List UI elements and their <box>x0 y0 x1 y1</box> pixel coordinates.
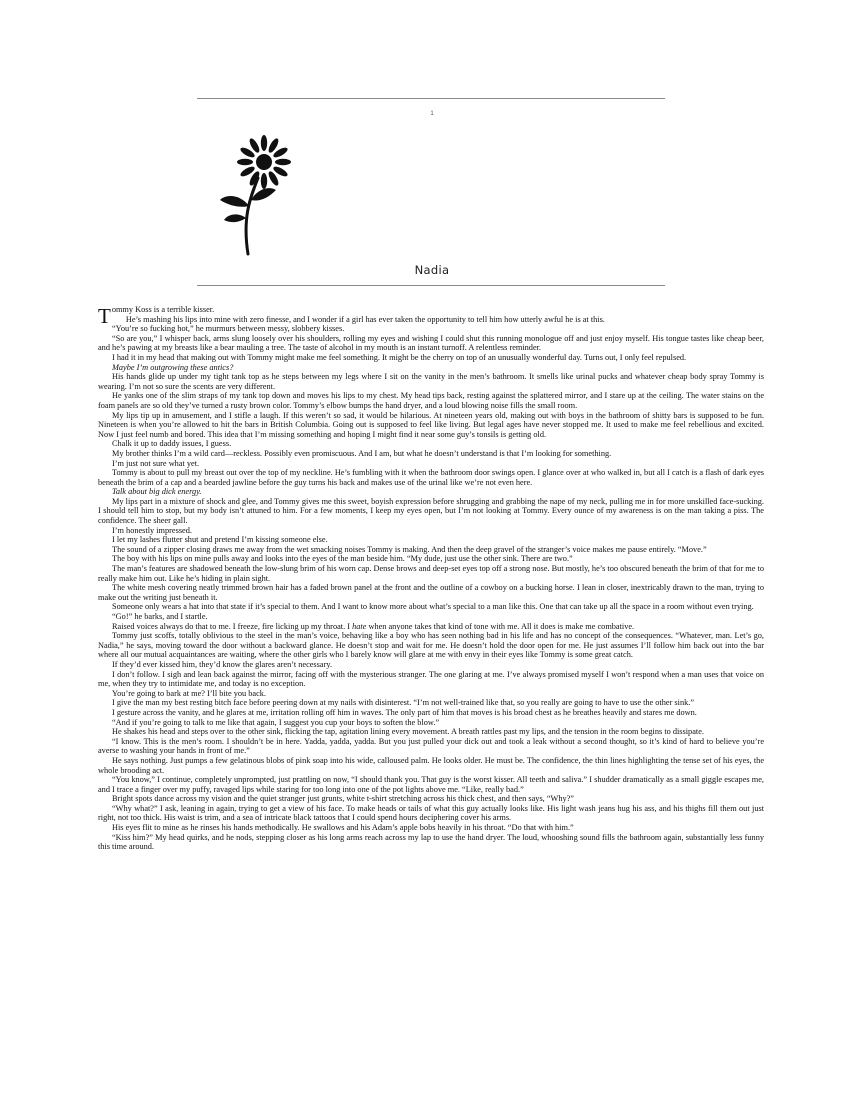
opening-line: ommy Koss is a terrible kisser. <box>111 305 215 314</box>
paragraph: You’re going to bark at me? I’ll bite you back. <box>112 688 266 698</box>
paragraph: I don’t follow. I sigh and lean back against the mirror, facing off with the mysterious stranger. The one glaring at me. I’ve always promised myself I won’t respond when a man uses that voice on me, when they try to intimidate me, and today is no exception. <box>98 669 764 689</box>
opening-line-2: He’s mashing his lips into mine with zero finesse, and I wonder if a girl has ever taken the opportunity to tell him how utterly awful he is at this. <box>125 314 605 324</box>
paragraph: “I know. This is the men’s room. I shouldn’t be in here. Yadda, yadda, yadda. But you just pulled your dick out and took a leak without a second thought, so it’s kind of hard to believe you’re averse to washing your hands in front of me.” <box>98 736 764 756</box>
paragraph: My lips tip up in amusement, and I stifle a laugh. If this weren’t so sad, it would be hilarious. At nineteen years old, making out with boys in the bathroom of shitty bars is supposed to be fun. Nineteen is when you’re allowed to hit the bars in British Columbia. Going out is supposed to feel like living. But legal ages have never stopped me. It used to make me feel rebellious and excited. Now I just feel numb and bored. This idea that I’m missing something and hoping I might find it near some guy’s tonsils is getting old. <box>98 410 764 439</box>
chapter-title: Nadia <box>414 263 450 277</box>
paragraph: He shakes his head and steps over to the other sink, flicking the tap, agitation lining every movement. A breath rattles past my lips, and the tension in the room begins to dissipate. <box>112 727 704 737</box>
paragraph: I’m just not sure what yet. <box>112 458 200 468</box>
paragraph: He says nothing. Just pumps a few gelatinous blobs of pink soap into his wide, calloused palm. He looks older. He must be. The confidence, the thin lines highlighting the tense set of his eyes, the whole brooding act. <box>98 755 764 775</box>
paragraph: Tommy just scoffs, totally oblivious to the steel in the man’s voice, behaving like a boy who has seen nothing bad in his life and has no concept of the consequences. “Whatever, man. Let’s go, Nadia,” he says, moving toward the door without a backward glance. He doesn’t stop and wait for me. He doesn’t hold the door open for me. He just assumes I’ll follow him back out into the bar where all our mutual acquaintances are waiting, where the other girls who I barely know will glare at me with envy in their eyes like Tommy is some great catch. <box>98 631 764 660</box>
title-rule <box>197 285 665 286</box>
paragraph: I had it in my head that making out with Tommy might make me feel something. It might be the cherry on top of an unusually wonderful day. Turns out, I only feel repulsed. <box>112 352 687 362</box>
paragraph: My lips part in a mixture of shock and glee, and Tommy gives me this sweet, boyish expression before shrugging and grabbing the nape of my neck, pulling me in for more unskilled face-sucking. I should tell him to stop, but my body isn’t attuned to him. For a few moments, I keep my eyes open, but I’m not looking at Tommy. Every ounce of my awareness is on the man taking a piss. The confidence. The sheer gall. <box>98 496 764 526</box>
paragraph: The man’s features are shadowed beneath the low-slung brim of his worn cap. Dense brows and deep-set eyes top off a strong nose. But mostly, he’s too obscured beneath the brim of that for me to really make him out. Like he’s hiding in plain sight. <box>98 564 764 583</box>
paragraph: “And if you’re going to talk to me like that again, I suggest you cup your boys to soften the blow.” <box>112 717 440 727</box>
paragraph: The boy with his lips on mine pulls away and looks into the eyes of the man beside him. “My dude, just use the other sink. There are two.” <box>112 554 573 564</box>
paragraph: Raised voices always do that to me. I freeze, fire licking up my throat. I hate when anyone takes that kind of tone with me. All it does is make me combative. <box>112 621 635 631</box>
paragraph: “Go!” he barks, and I startle. <box>112 612 208 621</box>
paragraph: I let my lashes flutter shut and pretend I’m kissing someone else. <box>112 535 328 545</box>
page-number: 1 <box>430 111 434 117</box>
flower-icon <box>218 134 298 256</box>
paragraph: “You know,” I continue, completely unprompted, just prattling on now, “I should thank you. That guy is the worst kisser. All teeth and saliva.” I shudder dramatically as a small giggle escapes me, and I trace a finger over my puffy, ravaged lips while staring for too long into one of the pot lights above me. “Like, really bad.” <box>98 775 764 794</box>
paragraph: I’m honestly impressed. <box>112 525 192 535</box>
paragraph: I give the man my best resting bitch face before peering down at my nails with disinterest. “I’m not well-trained like that, so you really are going to have to use the other sink.” <box>112 698 694 708</box>
header-rule <box>197 98 665 99</box>
paragraph: Chalk it up to daddy issues, I guess. <box>112 439 232 449</box>
paragraph: His hands glide up under my tight tank top as he steps between my legs where I sit on the vanity in the men’s bathroom. It smells like urinal pucks and whatever cheap body spray Tommy is wearing. I’m not so sure the scents are very different. <box>98 372 764 391</box>
paragraph: My brother thinks I’m a wild card—reckless. Possibly even promiscuous. And I am, but what he doesn’t understand is that I’m looking for something. <box>112 448 612 458</box>
paragraph: If they’d ever kissed him, they’d know the glares aren’t necessary. <box>112 659 333 669</box>
paragraph: His eyes flit to mine as he rinses his hands methodically. He swallows and his Adam’s apple bobs heavily in his throat. “Do that with him.” <box>112 823 574 833</box>
drop-cap: T <box>98 304 111 328</box>
paragraph: “So are you,” I whisper back, arms slung loosely over his shoulders, rolling my eyes and wishing I could shut this running monologue off and just enjoy myself. His tongue tastes like cheap beer, and he’s pawing at my breasts like a bear mauling a tree. The taste of alcohol in my mouth is an instant turnoff. A relentless reminder. <box>98 333 764 353</box>
paragraph: Talk about big dick energy. <box>112 487 202 497</box>
paragraph: The sound of a zipper closing draws me away from the wet smacking noises Tommy is making. And then the deep gravel of the stranger’s voice makes me pause entirely. “Move.” <box>112 544 707 554</box>
chapter-body <box>98 305 764 852</box>
paragraph: Bright spots dance across my vision and the quiet stranger just grunts, white t-shirt stretching across his thick chest, and then says, “Why?” <box>112 794 574 804</box>
paragraph: Tommy is about to pull my breast out over the top of my neckline. He’s fumbling with it when the bathroom door swings open. I glance over at who walked in, but all I catch is a flash of dark eyes beneath the brim of a cap and a bearded jawline before the guy turns his back and makes use of the urinal like we’re not even here. <box>98 468 764 487</box>
paragraph: Someone only wears a hat into that state if it’s special to them. And I want to know more about what’s special to a man like this. One that can take up all the space in a room without even trying. <box>112 602 754 612</box>
paragraph: “You’re so fucking hot,” he murmurs between messy, slobbery kisses. <box>112 324 345 334</box>
paragraph: “Why what?” I ask, leaning in again, trying to get a view of his face. To make heads or tails of what this guy actually looks like. His light wash jeans hug his ass, and his thighs fill them out just right, not too thick. His waist is trim, and a sea of intricate black tattoos that I could spend hours deciphering cover his arms. <box>98 803 764 823</box>
paragraph: “Kiss him?” My head quirks, and he nods, stepping closer as his long arms reach across my lap to use the hand dryer. The loud, whooshing sound fills the bathroom again, substantially less funny this time around. <box>98 832 764 852</box>
paragraph: The white mesh covering neatly trimmed brown hair has a faded brown panel at the front and the outline of a cowboy on a bucking horse. I lean in closer, inextricably drawn to the man, trying to make out the writing just beneath it. <box>98 583 764 602</box>
paragraph: Maybe I’m outgrowing these antics? <box>112 362 234 372</box>
opening-paragraph <box>98 304 764 328</box>
paragraph: He yanks one of the slim straps of my tank top down and moves his lips to my chest. My head tips back, resting against the splattered mirror, and I stare up at the ceiling. The water stains on the foam panels are so old they’ve turned a rusty brown color. Tommy’s elbow bumps the hand dryer, and a loud blowing noise fills the small room. <box>98 391 764 410</box>
paragraph: I gesture across the vanity, and he glares at me, irritation rolling off him in waves. The only part of him that moves is his broad chest as he breathes heavily and stares me down. <box>112 707 697 717</box>
